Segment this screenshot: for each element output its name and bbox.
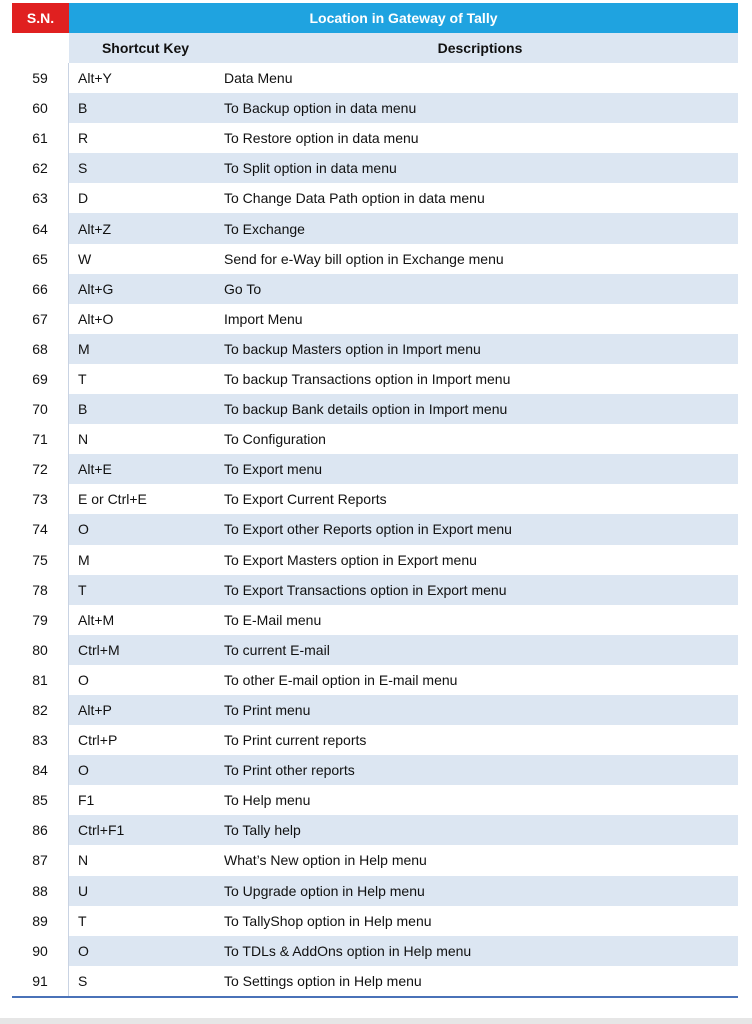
row-shortcut-key: O (78, 521, 89, 538)
table-row (12, 815, 738, 845)
row-shortcut-key: O (78, 762, 89, 779)
row-shortcut-key: O (78, 671, 89, 688)
row-sn: 61 (12, 123, 69, 153)
table-row (12, 424, 738, 454)
row-shortcut-key: S (78, 160, 88, 177)
row-sn: 65 (12, 244, 69, 274)
row-sn: 86 (12, 815, 69, 845)
row-shortcut-key: Alt+P (78, 702, 112, 719)
row-sn: 82 (12, 695, 69, 725)
row-description: To Configuration (224, 431, 326, 448)
row-sn: 66 (12, 274, 69, 304)
row-description: To current E-mail (224, 641, 330, 658)
row-sn: 84 (12, 755, 69, 785)
row-shortcut-key: D (78, 190, 89, 207)
row-shortcut-key: O (78, 942, 89, 959)
row-sn: 70 (12, 394, 69, 424)
row-description: What’s New option in Help menu (224, 852, 427, 869)
table-row (12, 394, 738, 424)
table-row (12, 725, 738, 755)
table-header (12, 3, 738, 33)
row-sn: 68 (12, 334, 69, 364)
sn-header: S.N. (12, 3, 69, 33)
row-shortcut-key: T (78, 581, 87, 598)
row-description: Import Menu (224, 310, 303, 327)
row-description: To backup Bank details option in Import menu (224, 401, 508, 418)
row-description: To Backup option in data menu (224, 100, 417, 117)
row-description: To Help menu (224, 792, 311, 809)
row-shortcut-key: F1 (78, 792, 95, 809)
table-row (12, 605, 738, 635)
row-shortcut-key: T (78, 370, 87, 387)
row-description: To other E-mail option in E-mail menu (224, 671, 458, 688)
table-row (12, 63, 738, 93)
row-description: To backup Transactions option in Import menu (224, 370, 511, 387)
row-sn: 59 (12, 63, 69, 93)
row-description: Go To (224, 280, 262, 297)
table-row (12, 364, 738, 394)
description-header: Descriptions (437, 40, 523, 56)
table-body (12, 63, 738, 998)
table-row (12, 123, 738, 153)
row-description: To Settings option in Help menu (224, 972, 422, 989)
table-row (12, 845, 738, 875)
row-sn: 83 (12, 725, 69, 755)
row-description: To Exchange (224, 220, 305, 237)
row-shortcut-key: Ctrl+P (78, 732, 118, 749)
row-shortcut-key: W (78, 250, 92, 267)
bottom-strip (0, 1018, 752, 1024)
row-sn: 79 (12, 605, 69, 635)
table-row (12, 304, 738, 334)
row-sn: 69 (12, 364, 69, 394)
row-shortcut-key: B (78, 100, 88, 117)
row-sn: 80 (12, 635, 69, 665)
row-sn: 62 (12, 153, 69, 183)
row-sn: 88 (12, 876, 69, 906)
row-shortcut-key: Alt+M (78, 611, 115, 628)
row-shortcut-key: N (78, 431, 89, 448)
row-sn: 67 (12, 304, 69, 334)
row-sn: 91 (12, 966, 69, 996)
row-description: To Export Masters option in Export menu (224, 551, 477, 568)
row-shortcut-key: Alt+Y (78, 70, 112, 87)
row-description: To TallyShop option in Help menu (224, 912, 432, 929)
row-description: To E-Mail menu (224, 611, 322, 628)
table-row (12, 274, 738, 304)
row-description: To Export Transactions option in Export menu (224, 581, 507, 598)
row-description: To Upgrade option in Help menu (224, 882, 425, 899)
row-description: To Export menu (224, 461, 323, 478)
table-row (12, 906, 738, 936)
row-sn: 78 (12, 575, 69, 605)
row-description: Data Menu (224, 70, 293, 87)
row-description: To Export other Reports option in Export menu (224, 521, 512, 538)
table-row (12, 334, 738, 364)
table-row (12, 93, 738, 123)
row-shortcut-key: S (78, 972, 88, 989)
row-shortcut-key: Ctrl+F1 (78, 822, 125, 839)
row-sn: 72 (12, 454, 69, 484)
row-description: To Restore option in data menu (224, 130, 419, 147)
row-shortcut-key: R (78, 130, 89, 147)
table-row (12, 876, 738, 906)
row-description: To backup Masters option in Import menu (224, 340, 481, 357)
row-sn: 60 (12, 93, 69, 123)
row-description: To Change Data Path option in data menu (224, 190, 485, 207)
row-shortcut-key: Ctrl+M (78, 641, 120, 658)
row-shortcut-key: M (78, 340, 90, 357)
row-shortcut-key: U (78, 882, 89, 899)
row-shortcut-key: Alt+G (78, 280, 114, 297)
table-row (12, 755, 738, 785)
row-sn: 71 (12, 424, 69, 454)
row-sn: 74 (12, 514, 69, 544)
table-row (12, 575, 738, 605)
table-row (12, 665, 738, 695)
table-row (12, 635, 738, 665)
table-row (12, 695, 738, 725)
column-headers (12, 33, 738, 63)
row-sn: 89 (12, 906, 69, 936)
row-shortcut-key: Alt+Z (78, 220, 112, 237)
shortcut-key-header: Shortcut Key (101, 40, 190, 56)
table-row (12, 454, 738, 484)
table-row (12, 936, 738, 966)
row-description: To Print current reports (224, 732, 367, 749)
sn-column-spacer (12, 33, 69, 63)
row-sn: 90 (12, 936, 69, 966)
row-shortcut-key: Alt+E (78, 461, 112, 478)
table-row (12, 153, 738, 183)
row-shortcut-key: M (78, 551, 90, 568)
table-row (12, 966, 738, 996)
table-row (12, 545, 738, 575)
row-sn: 73 (12, 484, 69, 514)
row-description: To Split option in data menu (224, 160, 397, 177)
row-sn: 85 (12, 785, 69, 815)
row-sn: 64 (12, 213, 69, 243)
row-shortcut-key: E or Ctrl+E (78, 491, 147, 508)
row-description: To Print menu (224, 702, 311, 719)
table-row (12, 244, 738, 274)
row-shortcut-key: T (78, 912, 87, 929)
table-row (12, 785, 738, 815)
row-description: Send for e-Way bill option in Exchange menu (224, 250, 504, 267)
row-description: To Tally help (224, 822, 301, 839)
row-shortcut-key: B (78, 401, 88, 418)
row-sn: 63 (12, 183, 69, 213)
table-row (12, 213, 738, 243)
table-title: Location in Gateway of Tally (69, 3, 738, 33)
row-description: To Export Current Reports (224, 491, 387, 508)
row-sn: 87 (12, 845, 69, 875)
row-description: To TDLs & AddOns option in Help menu (224, 942, 472, 959)
row-shortcut-key: Alt+O (78, 310, 114, 327)
table-row (12, 484, 738, 514)
row-shortcut-key: N (78, 852, 89, 869)
table-row (12, 183, 738, 213)
table-row (12, 514, 738, 544)
row-description: To Print other reports (224, 762, 355, 779)
row-sn: 81 (12, 665, 69, 695)
shortcut-table (12, 3, 738, 998)
row-sn: 75 (12, 545, 69, 575)
